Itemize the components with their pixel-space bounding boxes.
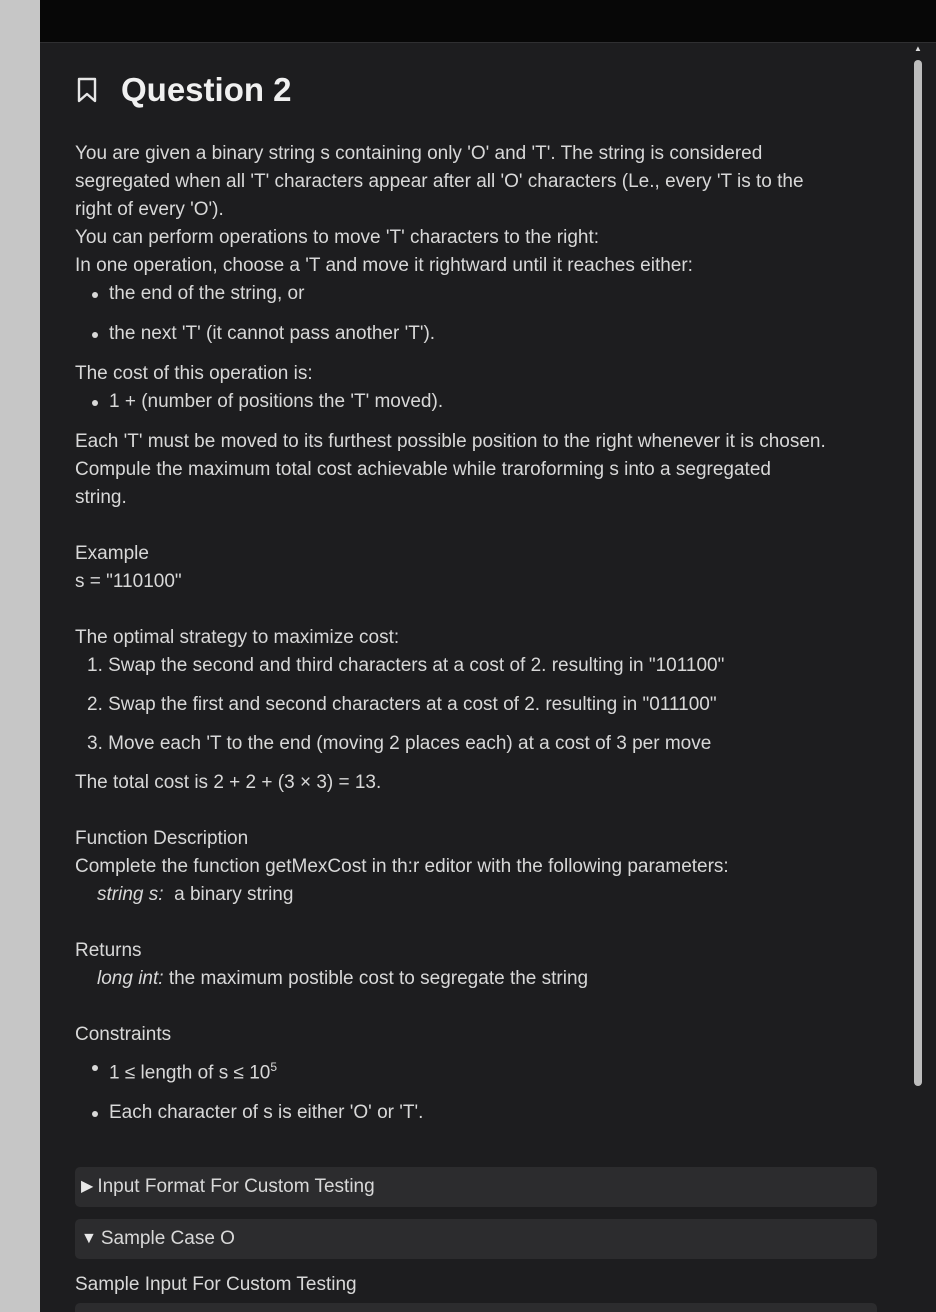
options-list bbox=[75, 280, 883, 348]
intro-line: In one operation, choose a 'T and move it rightward until it reaches either: bbox=[75, 255, 693, 276]
sample-case-toggle[interactable] bbox=[75, 1219, 877, 1259]
triangle-right-icon: ▶ bbox=[81, 1178, 94, 1196]
list-item: 1. Swap the second and third characters at a cost of 2. resulting in "101100" bbox=[87, 655, 725, 676]
sample-input-label: Sample Input For Custom Testing bbox=[75, 1274, 357, 1296]
triangle-down-icon: ▼ bbox=[81, 1230, 97, 1248]
function-heading: Function Description bbox=[75, 828, 249, 849]
scroll-up-arrow[interactable]: ▲ bbox=[914, 44, 922, 53]
scrollbar-thumb[interactable] bbox=[914, 60, 922, 1086]
list-item: Each character of s is either 'O' or 'T'. bbox=[109, 1099, 883, 1127]
example-value: s = "110100" bbox=[75, 571, 182, 592]
parameter-type: string s: bbox=[97, 884, 164, 905]
cost-intro: The cost of this operation is: bbox=[75, 363, 313, 384]
list-item: the next 'T' (it cannot pass another 'T'). bbox=[109, 320, 883, 348]
parameter bbox=[75, 881, 883, 909]
list-item: the end of the string, or bbox=[109, 280, 883, 308]
list-item bbox=[109, 1053, 883, 1087]
intro-line: You are given a binary string s containing only 'O' and 'T'. The string is considered bbox=[75, 143, 763, 164]
question-panel bbox=[40, 0, 936, 1312]
steps-list bbox=[75, 652, 883, 758]
constraint-exponent: 5 bbox=[270, 1060, 278, 1074]
returns-type: long int: bbox=[97, 968, 164, 989]
list-item: 2. Swap the first and second characters at a cost of 2. resulting in "011100" bbox=[87, 694, 717, 715]
question-title: Question 2 bbox=[121, 71, 292, 108]
list-item: 3. Move each 'T to the end (moving 2 places each) at a cost of 3 per move bbox=[87, 733, 712, 754]
intro-line: You can perform operations to move 'T' characters to the right: bbox=[75, 227, 600, 248]
rule-line: Each 'T' must be moved to its furthest possible position to the right whenever it is chosen. bbox=[75, 431, 826, 452]
constraints-list bbox=[75, 1053, 883, 1127]
strategy-intro: The optimal strategy to maximize cost: bbox=[75, 627, 400, 648]
intro-line: right of every 'O'). bbox=[75, 199, 224, 220]
question-content bbox=[75, 62, 883, 1299]
sample-case-label: Sample Case O bbox=[100, 1228, 235, 1250]
rule-line: string. bbox=[75, 487, 127, 508]
total-cost: The total cost is 2 + 2 + (3 × 3) = 13. bbox=[75, 772, 382, 793]
constraints-heading: Constraints bbox=[75, 1024, 172, 1045]
constraint-text: 1 ≤ length of s ≤ 10 bbox=[109, 1062, 271, 1084]
list-item: 1 + (number of positions the 'T' moved). bbox=[109, 388, 883, 416]
intro-line: segregated when all 'T' characters appear after all 'O' characters (Le., every 'T is to the bbox=[75, 171, 804, 192]
bookmark-icon[interactable] bbox=[75, 77, 99, 103]
returns bbox=[75, 965, 883, 993]
rule-line: Compule the maximum total cost achievable while traroforming s into a segregated bbox=[75, 459, 771, 480]
sample-input-box bbox=[75, 1303, 877, 1312]
example-label: Example bbox=[75, 543, 149, 564]
input-format-label: Input Format For Custom Testing bbox=[97, 1176, 375, 1198]
returns-heading: Returns bbox=[75, 940, 142, 961]
parameter-description: a binary string bbox=[174, 884, 294, 905]
returns-description: the maximum postible cost to segregate the string bbox=[168, 968, 589, 989]
question-heading bbox=[75, 62, 883, 118]
input-format-toggle[interactable] bbox=[75, 1167, 877, 1207]
function-description: Complete the function getMexCost in th:r editor with the following parameters: bbox=[75, 856, 729, 877]
background-strip bbox=[0, 0, 40, 1312]
cost-list bbox=[75, 388, 883, 416]
top-bar bbox=[40, 0, 936, 43]
